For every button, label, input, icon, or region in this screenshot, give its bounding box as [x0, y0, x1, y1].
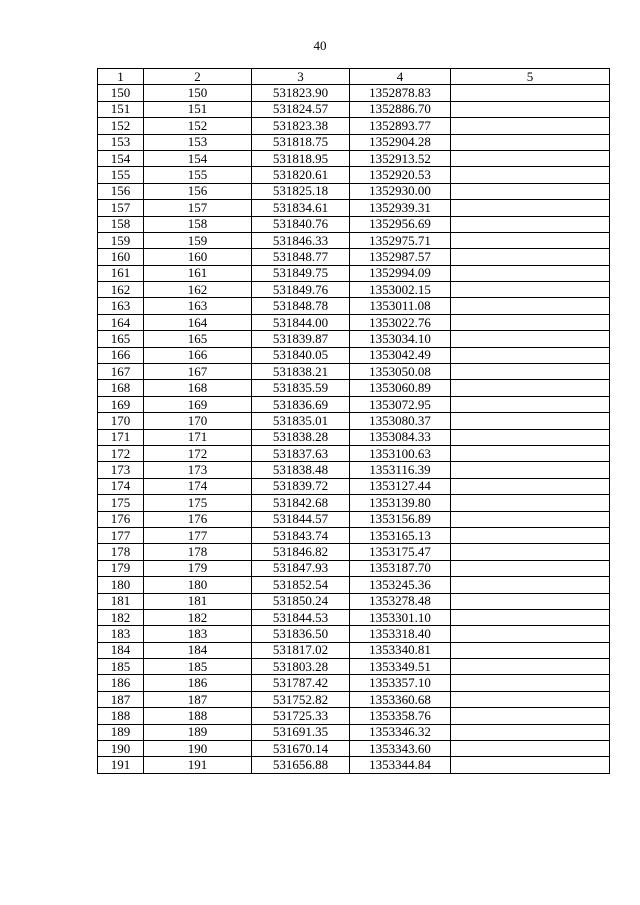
- point-number-cell: 174: [98, 478, 144, 494]
- note-cell: [451, 560, 610, 576]
- point-id-cell: 153: [144, 134, 252, 150]
- note-cell: [451, 364, 610, 380]
- y-coordinate-cell: 1352878.83: [350, 85, 451, 101]
- y-coordinate-cell: 1353187.70: [350, 560, 451, 576]
- note-cell: [451, 593, 610, 609]
- y-coordinate-cell: 1353072.95: [350, 396, 451, 412]
- x-coordinate-cell: 531848.77: [252, 249, 350, 265]
- y-coordinate-cell: 1352920.53: [350, 167, 451, 183]
- note-cell: [451, 249, 610, 265]
- point-number-cell: 172: [98, 445, 144, 461]
- y-coordinate-cell: 1353344.84: [350, 757, 451, 773]
- point-id-cell: 184: [144, 642, 252, 658]
- y-coordinate-cell: 1352994.09: [350, 265, 451, 281]
- point-id-cell: 165: [144, 331, 252, 347]
- note-cell: [451, 429, 610, 445]
- column-header-1: 1: [98, 69, 144, 85]
- point-id-cell: 180: [144, 577, 252, 593]
- y-coordinate-cell: 1353349.51: [350, 659, 451, 675]
- x-coordinate-cell: 531839.72: [252, 478, 350, 494]
- x-coordinate-cell: 531670.14: [252, 741, 350, 757]
- y-coordinate-cell: 1353022.76: [350, 314, 451, 330]
- point-number-cell: 185: [98, 659, 144, 675]
- note-cell: [451, 741, 610, 757]
- table-row: [98, 314, 610, 330]
- column-header-3: 3: [252, 69, 350, 85]
- note-cell: [451, 495, 610, 511]
- table-row: [98, 544, 610, 560]
- x-coordinate-cell: 531849.76: [252, 282, 350, 298]
- y-coordinate-cell: 1353165.13: [350, 527, 451, 543]
- x-coordinate-cell: 531838.28: [252, 429, 350, 445]
- table-row: [98, 691, 610, 707]
- x-coordinate-cell: 531818.95: [252, 150, 350, 166]
- point-id-cell: 168: [144, 380, 252, 396]
- note-cell: [451, 396, 610, 412]
- x-coordinate-cell: 531846.82: [252, 544, 350, 560]
- y-coordinate-cell: 1353278.48: [350, 593, 451, 609]
- point-number-cell: 170: [98, 413, 144, 429]
- note-cell: [451, 462, 610, 478]
- table-row: [98, 626, 610, 642]
- point-id-cell: 176: [144, 511, 252, 527]
- y-coordinate-cell: 1353156.89: [350, 511, 451, 527]
- note-cell: [451, 232, 610, 248]
- point-number-cell: 159: [98, 232, 144, 248]
- y-coordinate-cell: 1353318.40: [350, 626, 451, 642]
- note-cell: [451, 331, 610, 347]
- point-number-cell: 151: [98, 101, 144, 117]
- y-coordinate-cell: 1352987.57: [350, 249, 451, 265]
- x-coordinate-cell: 531836.69: [252, 396, 350, 412]
- note-cell: [451, 380, 610, 396]
- point-id-cell: 171: [144, 429, 252, 445]
- table-header: [98, 69, 610, 85]
- x-coordinate-cell: 531840.76: [252, 216, 350, 232]
- x-coordinate-cell: 531787.42: [252, 675, 350, 691]
- x-coordinate-cell: 531840.05: [252, 347, 350, 363]
- point-number-cell: 163: [98, 298, 144, 314]
- x-coordinate-cell: 531820.61: [252, 167, 350, 183]
- x-coordinate-cell: 531847.93: [252, 560, 350, 576]
- table-row: [98, 724, 610, 740]
- point-id-cell: 187: [144, 691, 252, 707]
- table-row: [98, 331, 610, 347]
- note-cell: [451, 167, 610, 183]
- table-row: [98, 167, 610, 183]
- point-number-cell: 186: [98, 675, 144, 691]
- column-header-5: 5: [451, 69, 610, 85]
- point-id-cell: 150: [144, 85, 252, 101]
- y-coordinate-cell: 1352893.77: [350, 118, 451, 134]
- point-id-cell: 163: [144, 298, 252, 314]
- y-coordinate-cell: 1353340.81: [350, 642, 451, 658]
- note-cell: [451, 282, 610, 298]
- note-cell: [451, 445, 610, 461]
- table-row: [98, 560, 610, 576]
- point-id-cell: 159: [144, 232, 252, 248]
- point-number-cell: 156: [98, 183, 144, 199]
- x-coordinate-cell: 531852.54: [252, 577, 350, 593]
- table-row: [98, 364, 610, 380]
- x-coordinate-cell: 531834.61: [252, 200, 350, 216]
- point-number-cell: 160: [98, 249, 144, 265]
- point-number-cell: 178: [98, 544, 144, 560]
- y-coordinate-cell: 1353060.89: [350, 380, 451, 396]
- point-id-cell: 183: [144, 626, 252, 642]
- table-row: [98, 642, 610, 658]
- point-number-cell: 183: [98, 626, 144, 642]
- point-id-cell: 177: [144, 527, 252, 543]
- note-cell: [451, 708, 610, 724]
- table-row: [98, 85, 610, 101]
- point-number-cell: 167: [98, 364, 144, 380]
- x-coordinate-cell: 531656.88: [252, 757, 350, 773]
- point-number-cell: 181: [98, 593, 144, 609]
- table-body: [98, 85, 610, 773]
- y-coordinate-cell: 1353127.44: [350, 478, 451, 494]
- x-coordinate-cell: 531844.00: [252, 314, 350, 330]
- x-coordinate-cell: 531825.18: [252, 183, 350, 199]
- point-number-cell: 177: [98, 527, 144, 543]
- x-coordinate-cell: 531842.68: [252, 495, 350, 511]
- point-number-cell: 168: [98, 380, 144, 396]
- table-row: [98, 511, 610, 527]
- table-row: [98, 413, 610, 429]
- point-number-cell: 154: [98, 150, 144, 166]
- coordinates-table: [97, 68, 610, 774]
- note-cell: [451, 347, 610, 363]
- point-number-cell: 161: [98, 265, 144, 281]
- point-id-cell: 167: [144, 364, 252, 380]
- y-coordinate-cell: 1352975.71: [350, 232, 451, 248]
- point-id-cell: 169: [144, 396, 252, 412]
- point-number-cell: 158: [98, 216, 144, 232]
- point-number-cell: 153: [98, 134, 144, 150]
- table-row: [98, 593, 610, 609]
- note-cell: [451, 642, 610, 658]
- note-cell: [451, 314, 610, 330]
- note-cell: [451, 265, 610, 281]
- table-row: [98, 200, 610, 216]
- y-coordinate-cell: 1352956.69: [350, 216, 451, 232]
- table-row: [98, 609, 610, 625]
- point-number-cell: 150: [98, 85, 144, 101]
- table-row: [98, 675, 610, 691]
- note-cell: [451, 609, 610, 625]
- table-row: [98, 134, 610, 150]
- point-id-cell: 190: [144, 741, 252, 757]
- note-cell: [451, 478, 610, 494]
- note-cell: [451, 544, 610, 560]
- y-coordinate-cell: 1353346.32: [350, 724, 451, 740]
- x-coordinate-cell: 531818.75: [252, 134, 350, 150]
- y-coordinate-cell: 1353245.36: [350, 577, 451, 593]
- y-coordinate-cell: 1353175.47: [350, 544, 451, 560]
- x-coordinate-cell: 531817.02: [252, 642, 350, 658]
- point-id-cell: 161: [144, 265, 252, 281]
- y-coordinate-cell: 1353116.39: [350, 462, 451, 478]
- table-row: [98, 183, 610, 199]
- table-row: [98, 429, 610, 445]
- x-coordinate-cell: 531823.38: [252, 118, 350, 134]
- point-id-cell: 185: [144, 659, 252, 675]
- table-row: [98, 232, 610, 248]
- x-coordinate-cell: 531839.87: [252, 331, 350, 347]
- table-row: [98, 659, 610, 675]
- table-row: [98, 249, 610, 265]
- note-cell: [451, 216, 610, 232]
- point-number-cell: 173: [98, 462, 144, 478]
- y-coordinate-cell: 1353034.10: [350, 331, 451, 347]
- column-header-2: 2: [144, 69, 252, 85]
- point-id-cell: 162: [144, 282, 252, 298]
- note-cell: [451, 724, 610, 740]
- table-row: [98, 150, 610, 166]
- point-id-cell: 188: [144, 708, 252, 724]
- y-coordinate-cell: 1352886.70: [350, 101, 451, 117]
- point-number-cell: 176: [98, 511, 144, 527]
- x-coordinate-cell: 531838.48: [252, 462, 350, 478]
- point-number-cell: 190: [98, 741, 144, 757]
- page-number: 40: [313, 38, 327, 53]
- y-coordinate-cell: 1353011.08: [350, 298, 451, 314]
- y-coordinate-cell: 1352930.00: [350, 183, 451, 199]
- x-coordinate-cell: 531850.24: [252, 593, 350, 609]
- table-row: [98, 101, 610, 117]
- x-coordinate-cell: 531691.35: [252, 724, 350, 740]
- point-number-cell: 182: [98, 609, 144, 625]
- header-row: [98, 69, 610, 85]
- column-header-4: 4: [350, 69, 451, 85]
- x-coordinate-cell: 531803.28: [252, 659, 350, 675]
- point-number-cell: 184: [98, 642, 144, 658]
- x-coordinate-cell: 531824.57: [252, 101, 350, 117]
- point-number-cell: 191: [98, 757, 144, 773]
- x-coordinate-cell: 531835.59: [252, 380, 350, 396]
- point-id-cell: 173: [144, 462, 252, 478]
- x-coordinate-cell: 531843.74: [252, 527, 350, 543]
- point-id-cell: 179: [144, 560, 252, 576]
- point-id-cell: 186: [144, 675, 252, 691]
- point-id-cell: 189: [144, 724, 252, 740]
- point-number-cell: 187: [98, 691, 144, 707]
- point-number-cell: 162: [98, 282, 144, 298]
- point-number-cell: 169: [98, 396, 144, 412]
- point-number-cell: 166: [98, 347, 144, 363]
- point-id-cell: 191: [144, 757, 252, 773]
- table-row: [98, 265, 610, 281]
- y-coordinate-cell: 1353139.80: [350, 495, 451, 511]
- y-coordinate-cell: 1353080.37: [350, 413, 451, 429]
- y-coordinate-cell: 1352913.52: [350, 150, 451, 166]
- y-coordinate-cell: 1353002.15: [350, 282, 451, 298]
- x-coordinate-cell: 531844.53: [252, 609, 350, 625]
- note-cell: [451, 511, 610, 527]
- note-cell: [451, 183, 610, 199]
- point-id-cell: 172: [144, 445, 252, 461]
- x-coordinate-cell: 531836.50: [252, 626, 350, 642]
- table-row: [98, 478, 610, 494]
- note-cell: [451, 150, 610, 166]
- table-row: [98, 282, 610, 298]
- y-coordinate-cell: 1353343.60: [350, 741, 451, 757]
- y-coordinate-cell: 1353301.10: [350, 609, 451, 625]
- table-row: [98, 216, 610, 232]
- table-row: [98, 118, 610, 134]
- point-number-cell: 155: [98, 167, 144, 183]
- y-coordinate-cell: 1353042.49: [350, 347, 451, 363]
- point-id-cell: 178: [144, 544, 252, 560]
- table-row: [98, 396, 610, 412]
- note-cell: [451, 200, 610, 216]
- note-cell: [451, 85, 610, 101]
- x-coordinate-cell: 531844.57: [252, 511, 350, 527]
- x-coordinate-cell: 531752.82: [252, 691, 350, 707]
- point-id-cell: 151: [144, 101, 252, 117]
- point-id-cell: 155: [144, 167, 252, 183]
- point-id-cell: 152: [144, 118, 252, 134]
- note-cell: [451, 527, 610, 543]
- y-coordinate-cell: 1352904.28: [350, 134, 451, 150]
- table-row: [98, 577, 610, 593]
- point-id-cell: 160: [144, 249, 252, 265]
- x-coordinate-cell: 531848.78: [252, 298, 350, 314]
- table-row: [98, 380, 610, 396]
- table-row: [98, 462, 610, 478]
- point-id-cell: 164: [144, 314, 252, 330]
- point-number-cell: 152: [98, 118, 144, 134]
- point-id-cell: 182: [144, 609, 252, 625]
- point-number-cell: 175: [98, 495, 144, 511]
- point-id-cell: 166: [144, 347, 252, 363]
- x-coordinate-cell: 531837.63: [252, 445, 350, 461]
- point-id-cell: 157: [144, 200, 252, 216]
- x-coordinate-cell: 531835.01: [252, 413, 350, 429]
- point-number-cell: 189: [98, 724, 144, 740]
- y-coordinate-cell: 1353050.08: [350, 364, 451, 380]
- point-id-cell: 181: [144, 593, 252, 609]
- point-number-cell: 157: [98, 200, 144, 216]
- y-coordinate-cell: 1353100.63: [350, 445, 451, 461]
- point-number-cell: 179: [98, 560, 144, 576]
- x-coordinate-cell: 531838.21: [252, 364, 350, 380]
- table-row: [98, 757, 610, 773]
- note-cell: [451, 626, 610, 642]
- point-id-cell: 158: [144, 216, 252, 232]
- note-cell: [451, 134, 610, 150]
- note-cell: [451, 659, 610, 675]
- point-number-cell: 180: [98, 577, 144, 593]
- x-coordinate-cell: 531823.90: [252, 85, 350, 101]
- note-cell: [451, 101, 610, 117]
- table-row: [98, 347, 610, 363]
- point-number-cell: 164: [98, 314, 144, 330]
- table-row: [98, 527, 610, 543]
- table-row: [98, 445, 610, 461]
- point-id-cell: 154: [144, 150, 252, 166]
- note-cell: [451, 118, 610, 134]
- y-coordinate-cell: 1353358.76: [350, 708, 451, 724]
- table-row: [98, 298, 610, 314]
- table-row: [98, 495, 610, 511]
- point-id-cell: 175: [144, 495, 252, 511]
- y-coordinate-cell: 1353360.68: [350, 691, 451, 707]
- y-coordinate-cell: 1353357.10: [350, 675, 451, 691]
- note-cell: [451, 691, 610, 707]
- note-cell: [451, 757, 610, 773]
- point-id-cell: 174: [144, 478, 252, 494]
- y-coordinate-cell: 1352939.31: [350, 200, 451, 216]
- point-id-cell: 156: [144, 183, 252, 199]
- x-coordinate-cell: 531849.75: [252, 265, 350, 281]
- point-id-cell: 170: [144, 413, 252, 429]
- table-row: [98, 741, 610, 757]
- table-row: [98, 708, 610, 724]
- note-cell: [451, 577, 610, 593]
- point-number-cell: 165: [98, 331, 144, 347]
- note-cell: [451, 413, 610, 429]
- x-coordinate-cell: 531725.33: [252, 708, 350, 724]
- note-cell: [451, 298, 610, 314]
- y-coordinate-cell: 1353084.33: [350, 429, 451, 445]
- point-number-cell: 171: [98, 429, 144, 445]
- point-number-cell: 188: [98, 708, 144, 724]
- x-coordinate-cell: 531846.33: [252, 232, 350, 248]
- note-cell: [451, 675, 610, 691]
